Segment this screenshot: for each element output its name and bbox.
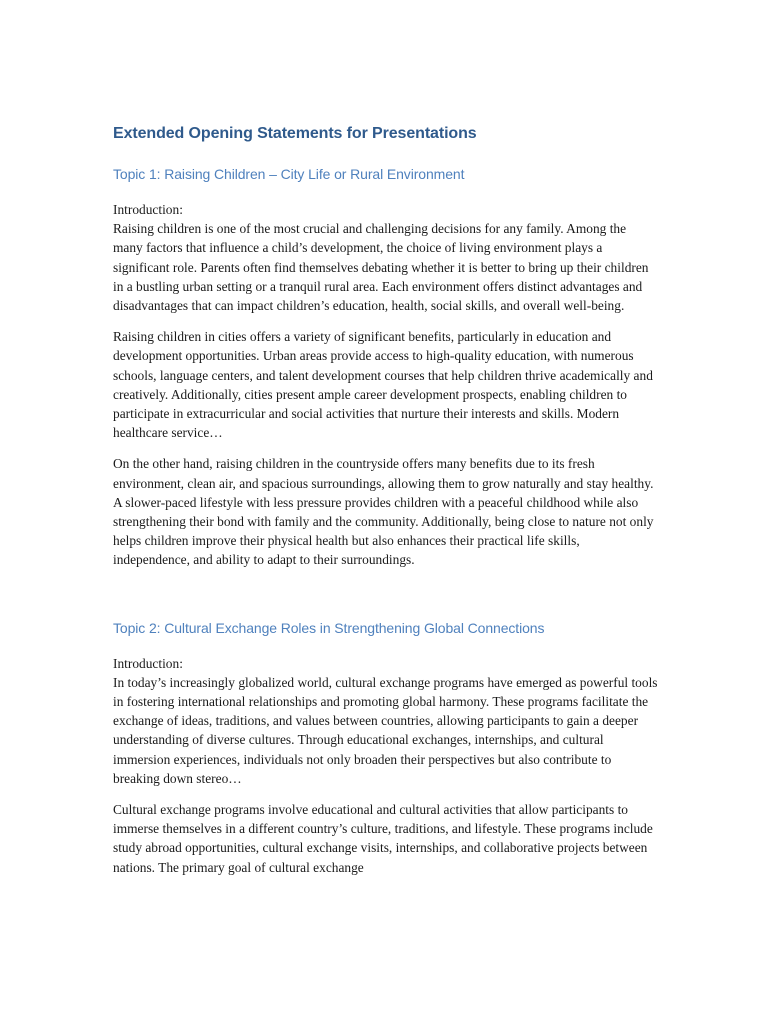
document-title: Extended Opening Statements for Presentations [113,125,477,142]
document-page [113,120,658,889]
topic-2-heading: Topic 2: Cultural Exchange Roles in Strengthening Global Connections [113,619,545,636]
topic-2-intro-label: Introduction: [113,655,183,671]
topic-1-paragraph-3: On the other hand, raising children in the countryside offers many benefits due to its fresh environment, clean air, and spacious surroundings, allowing them to grow naturally and stay healthy. A slower-paced lifestyle with less pressure provides children with a peaceful childhood while also strengthening their bond with family and the community. Additionally, being close to nature not only helps children improve their physical health but also enhances their practical life skills, independence, and ability to adapt to their surroundings. [113,456,654,568]
topic-1-intro-label: Introduction: [113,202,183,217]
topic-2-intro-text: In today’s increasingly globalized world, cultural exchange programs have emerged as powerful tools in fostering international relationships and promoting global harmony. These programs facilitate the exchange of ideas, traditions, and values between countries, allowing participants to gain a deeper understanding of diverse cultures. Through educational exchanges, internships, and cultural immersion experiences, individuals not only broaden their perspectives but also contribute to breaking down stereo… [113,674,658,786]
topic-2-introduction [113,654,658,788]
topic-2-paragraph-2: Cultural exchange programs involve educational and cultural activities that allow participants to immerse themselves in a different country’s culture, traditions, and lifestyle. These programs include study abroad opportunities, cultural exchange visits, internships, and collaborative projects between nations. The primary goal of cultural exchange [113,802,653,875]
topic-1-paragraph-2: Raising children in cities offers a variety of significant benefits, particularly in education and development opportunities. Urban areas provide access to high-quality education, with numerous schools, language centers, and talent development courses that help children thrive academically and creatively. Additionally, cities present ample career development prospects, enabling children to participate in extracurricular and social activities that nurture their interests and skills. Modern healthcare service… [113,329,653,441]
topic-1-heading: Topic 1: Raising Children – City Life or Rural Environment [113,166,465,182]
topic-1-intro-text: Raising children is one of the most crucial and challenging decisions for any family. Among the many factors that influence a child’s development, the choice of living environment plays a significant role. Parents often find themselves debating whether it is better to bring up their children in a bustling urban setting or a tranquil rural area. Each environment offers distinct advantages and disadvantages that can impact children’s education, health, social skills, and overall well-being. [113,221,649,314]
topic-1-introduction [113,200,658,315]
